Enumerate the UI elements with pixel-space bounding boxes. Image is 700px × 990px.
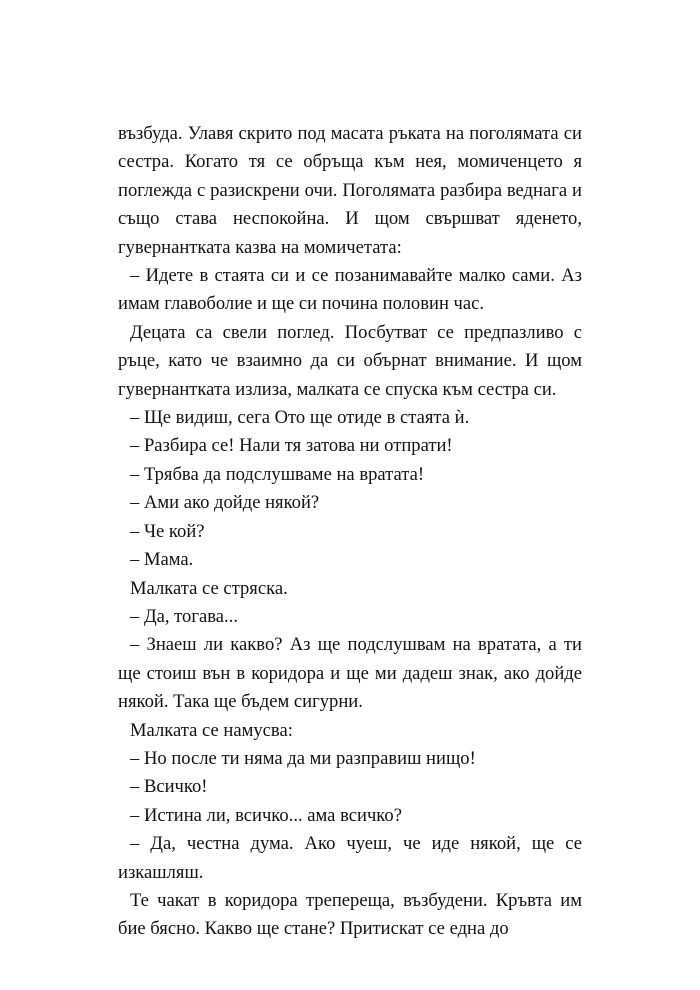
paragraph-16: – Истина ли, всичко... ама всичко?: [130, 804, 402, 826]
paragraph-12: – Знаеш ли какво? Аз ще подслушвам на вратата, а ти ще стоиш вън в коридора и ще ми дадеш знак, ако дойде някой. Така ще бъдем сигурни.: [118, 634, 582, 713]
paragraph-17: – Да, честна дума. Ако чуеш, че иде някой, ще се изкашляш.: [118, 833, 582, 883]
paragraph-10: Малката се стряска.: [130, 577, 288, 599]
paragraph-2: – Идете в стаята си и се позанимавайте малко сами. Аз имам главоболие и ще си почина половин час.: [118, 265, 582, 315]
paragraph-5: – Разбира се! Нали тя затова ни отпрати!: [130, 435, 453, 457]
paragraph-15: – Всичко!: [130, 776, 208, 798]
paragraph-18: Те чакат в коридора трепереща, възбудени. Кръвта им бие бясно. Какво ще стане? Притискат се една до: [118, 889, 582, 940]
paragraph-14: – Но после ти няма да ми разправиш нищо!: [130, 747, 476, 769]
paragraph-13: Малката се намусва:: [130, 719, 293, 741]
paragraph-11: – Да, тогава...: [130, 605, 238, 627]
paragraph-4: – Ще видиш, сега Ото ще отиде в стаята ѝ.: [130, 407, 470, 429]
paragraph-1: възбуда. Улавя скрито под масата ръката на поголямата си сестра. Когато тя се обръща към нея, момиченцето я поглежда с разискрени очи. Поголямата разбира веднага и също става неспокойна. И щом свършват яденето, гувернантката казва на момичетата:: [118, 123, 582, 258]
paragraph-6: – Трябва да подслушваме на вратата!: [130, 463, 425, 485]
paragraph-7: – Ами ако дойде някой?: [130, 492, 320, 514]
paragraph-3: Децата са свели поглед. Посбутват се предпазливо с ръце, като че взаимно да си обърнат внимание. И щом гувернантката излиза, малката се спуска към сестра си.: [118, 321, 582, 400]
paragraph-8: – Че кой?: [130, 520, 205, 542]
book-page: [118, 120, 582, 944]
paragraph-9: – Мама.: [130, 549, 194, 571]
